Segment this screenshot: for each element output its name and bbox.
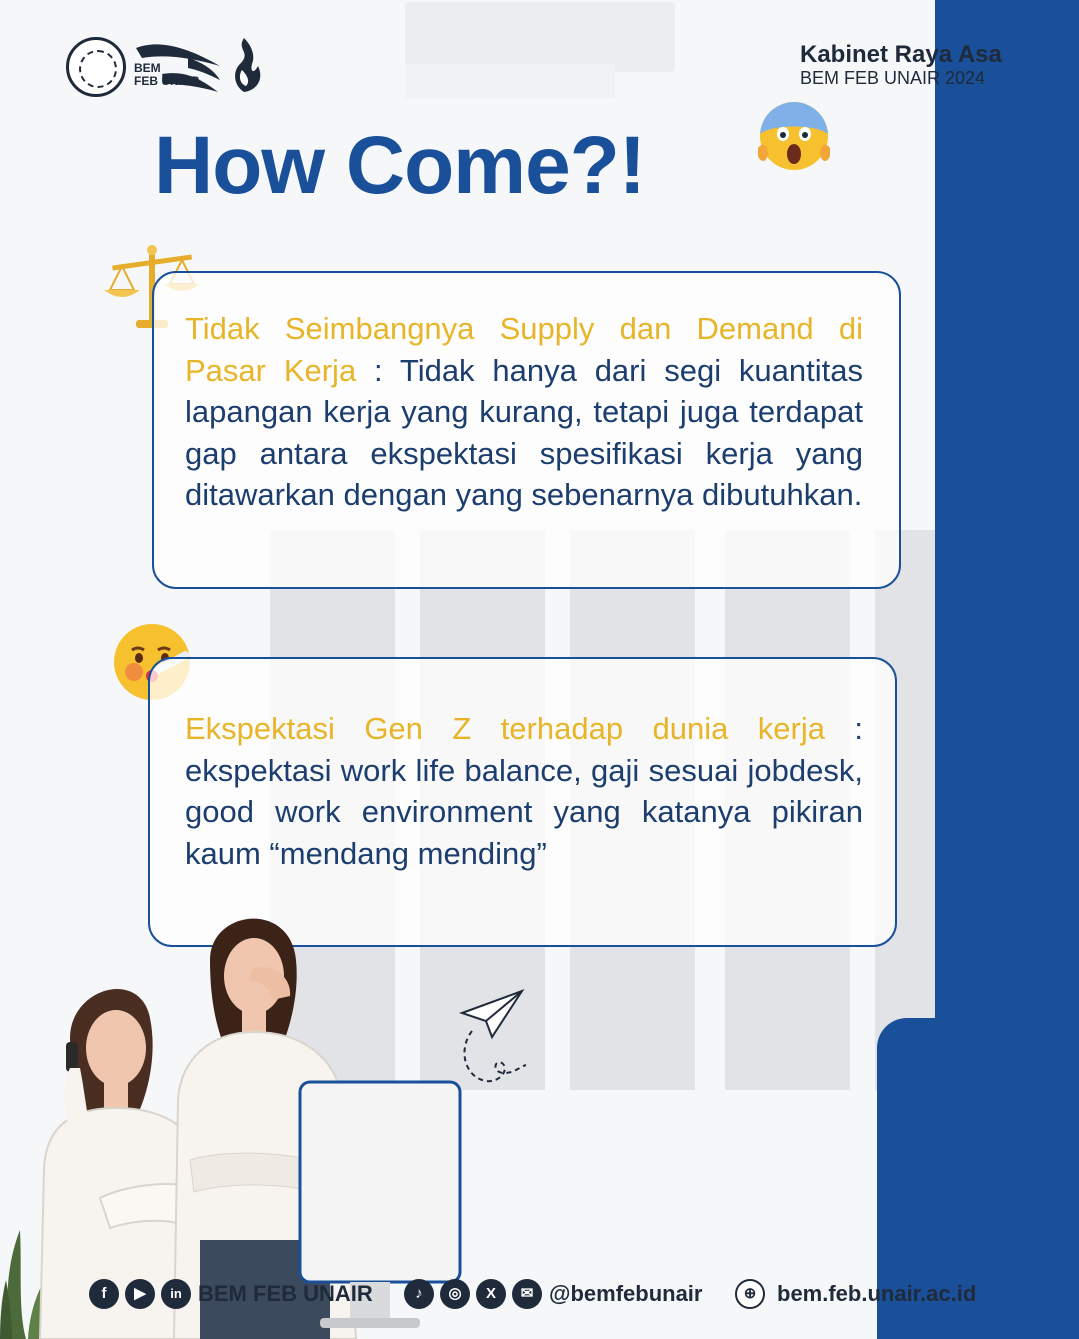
cabinet-label — [800, 42, 1002, 88]
reason-card-1-text — [185, 308, 863, 516]
footer-website[interactable]: bem.feb.unair.ac.id — [777, 1281, 977, 1306]
flame-rooster-icon — [222, 36, 266, 94]
page-title: How Come?! — [154, 120, 646, 211]
reason-1-highlight: Tidak Seimbangnya Supply dan Demand di Pasar Kerja — [185, 311, 863, 388]
cabinet-title: Kabinet Raya Asa — [800, 41, 1002, 68]
paper-plane-icon — [458, 985, 530, 1085]
reason-2-highlight: Ekspektasi Gen Z terhadap dunia kerja — [185, 711, 825, 746]
tiktok-icon[interactable]: ♪ — [404, 1279, 434, 1309]
globe-icon[interactable]: ⊕ — [735, 1279, 765, 1309]
background-logo-block — [405, 2, 675, 72]
linkedin-icon[interactable]: in — [161, 1279, 191, 1309]
university-seal-icon — [66, 37, 126, 97]
footer-handle[interactable]: @bemfebunair — [549, 1281, 703, 1306]
reason-card-2-text — [185, 708, 863, 874]
reason-2-body: : ekspektasi work life balance, gaji sesuai jobdesk, good work environment yang katanya pikiran kaum “mendang mending” — [185, 711, 863, 871]
youtube-icon[interactable]: ▶ — [125, 1279, 155, 1309]
x-icon[interactable]: X — [476, 1279, 506, 1309]
bem-label-line-2: FEB UNAIR — [134, 74, 200, 88]
footer-bar — [0, 1272, 1079, 1316]
facebook-icon[interactable]: f — [89, 1279, 119, 1309]
bem-logo-text — [134, 62, 199, 88]
cabinet-subtitle: BEM FEB UNAIR 2024 — [800, 68, 986, 88]
email-icon[interactable]: ✉ — [512, 1279, 542, 1309]
instagram-icon[interactable]: ◎ — [440, 1279, 470, 1309]
face-screaming-emoji-icon — [756, 98, 832, 174]
bem-label-line-1: BEM — [134, 61, 161, 75]
background-tag-block — [405, 64, 615, 98]
footer-org-name: BEM FEB UNAIR — [198, 1281, 373, 1306]
reason-1-body: : Tidak hanya dari segi kuantitas lapangan kerja yang kurang, tetapi juga terdapat gap antara ekspektasi spesifikasi kerja yang ditawarkan dengan yang sebenarnya dibutuhkan. — [185, 352, 863, 512]
